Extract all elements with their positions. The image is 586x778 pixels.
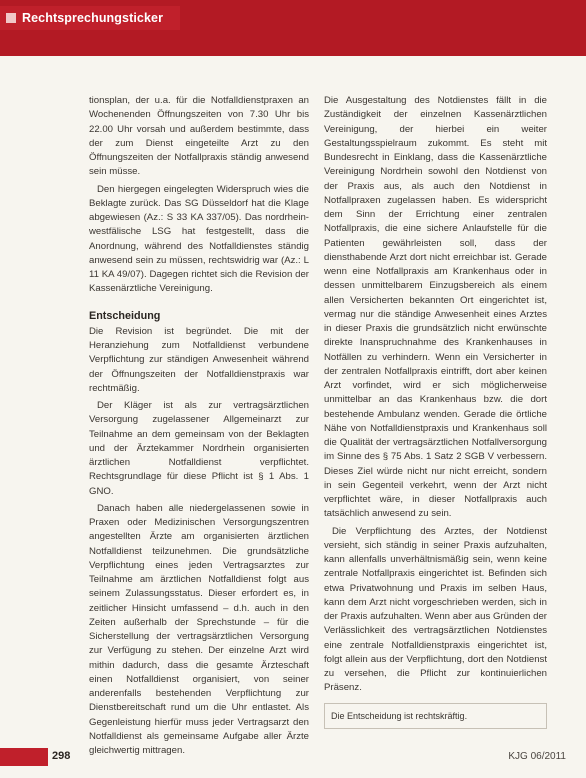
paragraph: Den hiergegen eingelegten Widerspruch wies die Beklagte zurück. Das SG Düsseldorf hat die Klage abgewiesen (Az.: S 33 KA 337/05). Das nordrhein-westfälische LSG hat festgestellt, dass die Anordnung, während des Notfalldienstes ständig anwesend sein zu müssen, rechtswidrig war (Az.: L 11 KA 49/07). Dagegen richtet sich die Revision der Kassenärztliche Vereinigung. bbox=[89, 183, 309, 295]
paragraph: Die Verpflichtung des Arztes, der Notdienst versieht, sich ständig in seiner Praxis aufzuhalten, kann allenfalls unverhältnismäßig sein, wenn keine zentrale Notfallpraxis eingerichtet ist. Befinden sich etwa Privatwohnung und Praxis im selben Haus, kann dem Arzt nicht vorgeschrieben werden, sich in der Praxis aufzuhalten. Wenn aber aus Gründen der Verlässlichkeit des vertragsärztlichen Notdienstes eine zentrale Notfalldienstpraxis eingerichtet ist, folgt allein aus der Verpflichtung, dort den Notdienst zu versehen, die Pflicht zur kontinuierlichen Präsenz. bbox=[324, 525, 547, 694]
left-column bbox=[89, 94, 309, 761]
paragraph: Die Ausgestaltung des Notdienstes fällt in die Zuständigkeit der einzelnen Kassenärztlichen Vereinigung, der hierbei ein weiter Gestaltungsspielraum zukommt. Es steht mit Bundesrecht in Einklang, dass die Kassenärztliche Vereinigung Nordrhein sowohl den Notdienst von der Praxis aus, als auch den Notdienst in Notfallpraxen zugelassen haben. Es widerspricht dem Sinn der Errichtung einer zentralen Notfallpraxis, die eine sichere Anlaufstelle für die Patienten gewährleisten soll, dass der diensthabende Arzt dort nicht erreichbar ist. Gerade wenn eine Notfallpraxis am Krankenhaus oder in dessen unmittelbarem Einzugsbereich als einem allen Versicherten bekannten Ort eingerichtet ist, vermag nur die ständige Anwesenheit eines Arztes in dieser Praxis die grundsätzlich nicht erwünschte direkte Inanspruchnahme des Krankenhauses in Notfällen zu verhindern. Wenn ein Versicherter in der zentralen Notfallpraxis eintrifft, dort aber keinen Arzt vorfindet, wird er sich möglicherweise unmittelbar an das Krankenhaus bzw. die dort bestehende Ambulanz wenden. Gerade die örtliche Nähe von Notfalldienstpraxis und Krankenhaus soll die Qualität der vertragsärztlichen Notfallversorgung im Sinne des § 75 Abs. 1 Satz 2 SGB V verbessern. Dieses Ziel würde nicht nur nicht erreicht, sondern in sein Gegenteil verkehrt, wenn der Arzt nicht verpflichtet wäre, in dieser Notfallpraxis auch tatsächlich anwesend zu sein. bbox=[324, 95, 547, 520]
section-heading: Entscheidung bbox=[89, 309, 161, 322]
paragraph: tionsplan, der u.a. für die Notfalldienstpraxen an Wochenenden Öffnungszeiten von 7.30 Uhr bis 22.00 Uhr vorsah und außerdem bestimmte, dass der zum Dienst eingeteilte Arzt zu den Öffnungszeiten der Notfallpraxis ständig anwesend sein müsse. bbox=[89, 95, 309, 178]
paragraph: Danach haben alle niedergelassenen sowie in Praxen oder Medizinischen Versorgungszentren angestellten Ärzte am organisierten ärztlichen Notfalldienst teilzunehmen. Die grundsätzliche Verpflichtung eines jeden Vertragsarztes zur Teilnahme am ärztlichen Notfalldienst folgt aus seinem Zulassungsstatus. Dieser erfordert es, in zeitlicher Hinsicht umfassend – d.h. auch in den Zeiten außerhalb der Sprechstunde – für die Sicherstellung der vertragsärztlichen Versorgung zur Verfügung zu stehen. Der einzelne Arzt wird mithin dadurch, dass die gesamte Ärzteschaft einen Notfalldienst organisiert, von seiner anderenfalls bestehenden Verpflichtung zur Dienstbereitschaft rund um die Uhr entlastet. Als Gegenleistung hierfür muss jeder Vertragsarzt den Notfalldienst als gemeinsame Aufgabe aller Ärzte gleichwertig mittragen. bbox=[89, 502, 309, 756]
paragraph: Die Revision ist begründet. Die mit der Heranziehung zum Notfalldienst verbundene Verpflichtung zur ständigen Anwesenheit während der Öffnungszeiten der Notfalldienstpraxis war rechtmäßig. bbox=[89, 325, 309, 394]
section-tab bbox=[0, 6, 180, 30]
section-marker-icon bbox=[6, 13, 16, 23]
right-column bbox=[324, 94, 547, 699]
footer-bar bbox=[0, 748, 48, 766]
paragraph: Der Kläger ist als zur vertragsärztlichen Versorgung zugelassener Allgemeinarzt zur Teilnahme an dem gemeinsam von der Beklagten und der Ärztekammer Nordrhein organisierten ärztlichen Notfalldienst verpflichtet. Rechtsgrundlage für diese Pflicht ist § 1 Abs. 1 GNO. bbox=[89, 400, 309, 497]
header-bar bbox=[0, 0, 586, 56]
decision-note-box: Die Entscheidung ist rechtskräftig. bbox=[324, 703, 547, 729]
journal-issue: KJG 06/2011 bbox=[508, 751, 566, 762]
section-title: Rechtsprechungsticker bbox=[22, 11, 164, 25]
page-number: 298 bbox=[52, 750, 71, 762]
